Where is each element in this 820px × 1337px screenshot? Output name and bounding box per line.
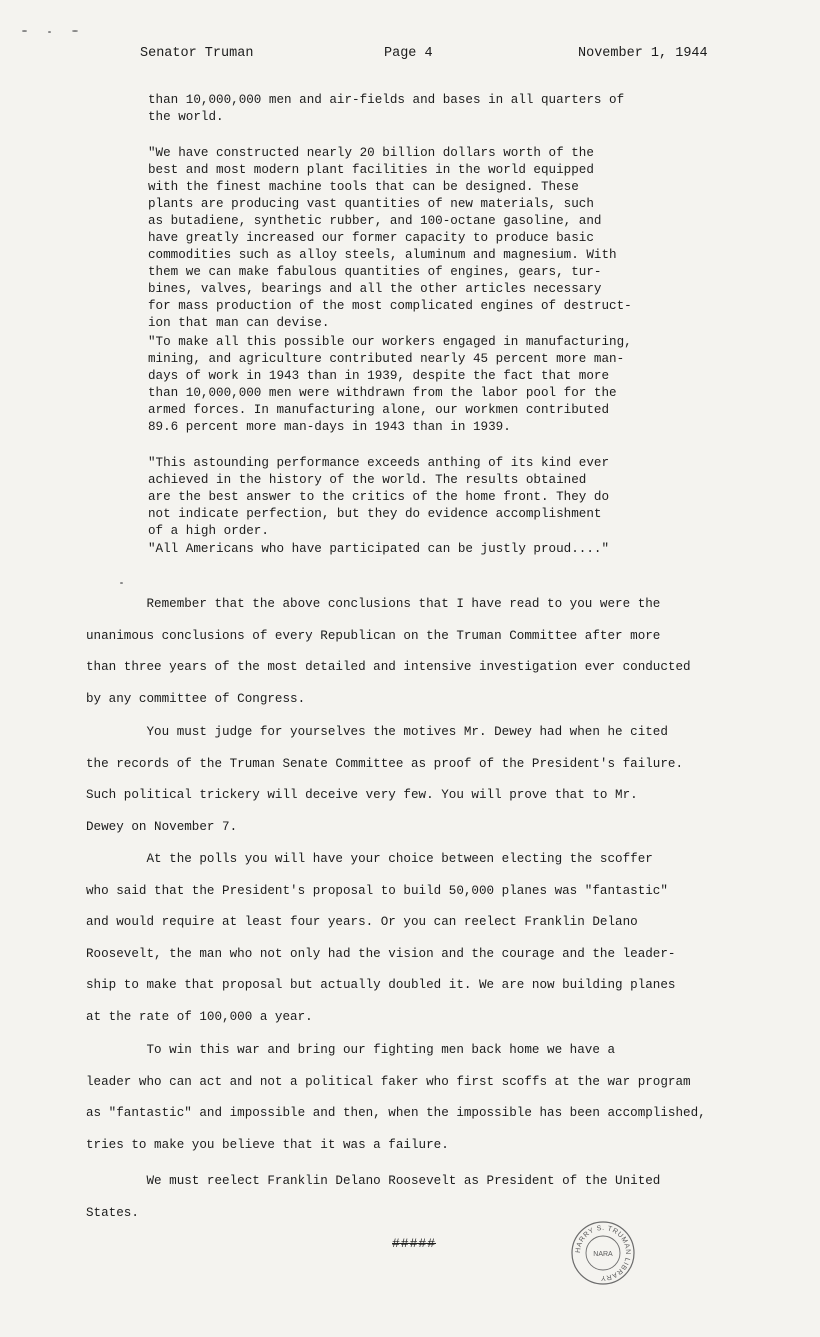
quote-paragraph-plant-facilities: "We have constructed nearly 20 billion dollars worth of the best and most modern plant facilities in the world equipped with the finest machine tools that can be designed. These plants are producing vast quantities of new materials, such as butadiene, synthetic rubber, and 100-octane gasoline, and have greatly increased our former capacity to produce basic commodities such as alloy steels, aluminum and magnesium. With them we can make fabulous quantities of engines, gears, tur- bines, valves, bearings and all the other articles necessary for mass production of the most complicated engines of destruct- ion that man can devise.: [148, 146, 632, 330]
quote-paragraph-continuation: than 10,000,000 men and air-fields and bases in all quarters of the world.: [148, 93, 625, 124]
body-paragraph-reelect: We must reelect Franklin Delano Roosevelt as President of the United States.: [86, 1174, 661, 1220]
body-paragraph-motives: You must judge for yourselves the motives Mr. Dewey had when he cited the records of the Truman Senate Committee as proof of the President's failure. Such political trickery will deceive very few. You will prove that to Mr. Dewey on November 7.: [86, 725, 684, 834]
scan-speck: [22, 30, 27, 32]
stamp-ring-text: HARRY S. TRUMAN LIBRARY: [574, 1224, 632, 1282]
quote-paragraph-performance: "This astounding performance exceeds anthing of its kind ever achieved in the history of the world. The results obtained are the best answer to the critics of the home front. They do not indicate perfection, but they do evidence accomplishment of a high order.: [148, 456, 610, 538]
scan-speck: [120, 582, 123, 584]
end-mark: #####: [392, 1236, 437, 1251]
header-date: November 1, 1944: [578, 46, 708, 61]
quote-paragraph-workers: "To make all this possible our workers engaged in manufacturing, mining, and agriculture contributed nearly 45 percent more man- days of work in 1943 than in 1939, despite the fact that more than 10,000,000 men were withdrawn from the labor pool for the armed forces. In manufacturing alone, our workmen contributed 89.6 percent more man-days in 1943 than in 1939.: [148, 335, 632, 434]
body-paragraph-win-war: To win this war and bring our fighting men back home we have a leader who can act and not a political faker who first scoffs at the war program as "fantastic" and impossible and then, when the impossible has been accomplished, tries to make you believe that it was a failure.: [86, 1043, 706, 1152]
scan-speck: [48, 31, 51, 33]
quote-paragraph-americans: "All Americans who have participated can be justly proud....": [148, 542, 610, 556]
header-name: Senator Truman: [140, 46, 254, 61]
body-paragraph-remember: Remember that the above conclusions that I have read to you were the unanimous conclusions of every Republican on the Truman Committee after more than three years of the most detailed and intensive investigation ever conducted by any committee of Congress.: [86, 597, 691, 706]
scan-speck: [72, 30, 78, 32]
body-paragraph-polls: At the polls you will have your choice between electing the scoffer who said that the President's proposal to build 50,000 planes was "fantastic" and would require at least four years. Or you can reelect Franklin Delano Roosevelt, the man who not only had the vision and the courage and the leader- ship to make that proposal but actually doubled it. We are now building planes at the rate of 100,000 a year.: [86, 852, 676, 1024]
stamp-center-text: NARA: [593, 1251, 613, 1258]
header-page-number: Page 4: [384, 46, 433, 61]
library-stamp: [570, 1220, 636, 1286]
